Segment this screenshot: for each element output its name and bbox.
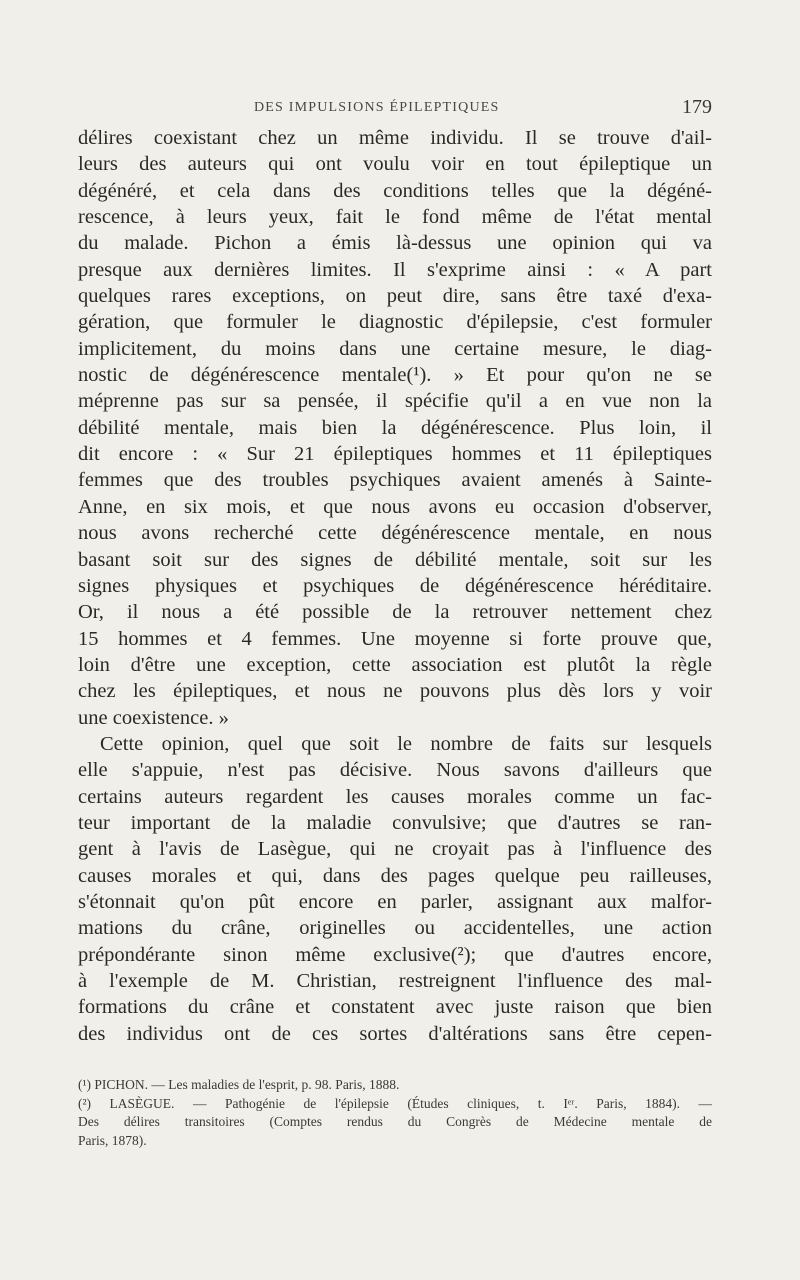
body-text bbox=[78, 125, 712, 1047]
text-line: implicitement, du moins dans une certaine mesure, le diag- bbox=[78, 337, 712, 360]
text-line: dit encore : « Sur 21 épileptiques hommes et 11 épileptiques bbox=[78, 443, 712, 466]
text-line: certains auteurs regardent les causes morales comme un fac- bbox=[78, 785, 712, 808]
text-line: gération, que formuler le diagnostic d'épilepsie, c'est formuler bbox=[78, 311, 712, 334]
paragraph-start-line: Cette opinion, quel que soit le nombre de faits sur lesquels bbox=[100, 732, 712, 755]
page-header bbox=[78, 96, 712, 122]
text-line: rescence, à leurs yeux, fait le fond même de l'état mental bbox=[78, 206, 712, 229]
text-line: leurs des auteurs qui ont voulu voir en tout épileptique un bbox=[78, 153, 712, 176]
text-line: débilité mentale, mais bien la dégénérescence. Plus loin, il bbox=[78, 416, 712, 439]
page-number: 179 bbox=[682, 96, 712, 118]
text-line: chez les épileptiques, et nous ne pouvons plus dès lors y voir bbox=[78, 680, 712, 703]
text-line: s'étonnait qu'on pût encore en parler, assignant aux malfor- bbox=[78, 890, 712, 913]
footnote-2-continued: Des délires transitoires (Comptes rendus du Congrès de Médecine mentale de bbox=[78, 1114, 712, 1129]
text-line: elle s'appuie, n'est pas décisive. Nous savons d'ailleurs que bbox=[78, 759, 712, 782]
text-line: une coexistence. » bbox=[78, 706, 229, 729]
text-line: des individus ont de ces sortes d'altérations sans être cepen- bbox=[78, 1022, 712, 1045]
text-line: à l'exemple de M. Christian, restreignent l'influence des mal- bbox=[78, 970, 712, 992]
running-title: DES IMPULSIONS ÉPILEPTIQUES bbox=[254, 100, 500, 115]
text-line: teur important de la maladie convulsive; que d'autres se ran- bbox=[78, 811, 712, 834]
text-line: nous avons recherché cette dégénérescence mentale, en nous bbox=[78, 522, 712, 545]
text-line: prépondérante sinon même exclusive(²); que d'autres encore, bbox=[78, 943, 712, 966]
text-line: signes physiques et psychiques de dégénérescence héréditaire. bbox=[78, 574, 712, 597]
text-line: 15 hommes et 4 femmes. Une moyenne si forte prouve que, bbox=[78, 627, 712, 650]
text-line: du malade. Pichon a émis là-dessus une opinion qui va bbox=[78, 232, 712, 255]
text-line: formations du crâne et constatent avec juste raison que bien bbox=[78, 996, 712, 1019]
footnote-2-end: Paris, 1878). bbox=[78, 1132, 147, 1148]
footnote-1: (¹) PICHON. — Les maladies de l'esprit, p. 98. Paris, 1888. bbox=[78, 1077, 400, 1092]
footnotes bbox=[78, 1076, 712, 1150]
text-line: nostic de dégénérescence mentale(¹). » Et pour qu'on ne se bbox=[78, 364, 712, 387]
text-line: presque aux dernières limites. Il s'exprime ainsi : « A part bbox=[78, 258, 712, 281]
text-line: mations du crâne, originelles ou accidentelles, une action bbox=[78, 917, 712, 940]
text-line: dégénéré, et cela dans des conditions telles que la dégéné- bbox=[78, 179, 712, 202]
text-line: basant soit sur des signes de débilité mentale, soit sur les bbox=[78, 548, 712, 571]
text-line: méprenne pas sur sa pensée, il spécifie qu'il a en vue non la bbox=[78, 390, 712, 413]
text-line: délires coexistant chez un même individu. Il se trouve d'ail- bbox=[78, 127, 712, 149]
text-line: Or, il nous a été possible de la retrouver nettement chez bbox=[78, 601, 712, 624]
text-line: gent à l'avis de Lasègue, qui ne croyait pas à l'influence des bbox=[78, 838, 712, 861]
footnote-2: (²) LASÈGUE. — Pathogénie de l'épilepsie (Études cliniques, t. Iᵉʳ. Paris, 1884). — bbox=[78, 1095, 712, 1111]
text-line: Anne, en six mois, et que nous avons eu occasion d'observer, bbox=[78, 495, 712, 518]
text-line: loin d'être une exception, cette association est plutôt la règle bbox=[78, 653, 712, 676]
text-line: quelques rares exceptions, on peut dire, sans être taxé d'exa- bbox=[78, 285, 712, 308]
text-line: causes morales et qui, dans des pages quelque peu railleuses, bbox=[78, 864, 712, 887]
text-line: femmes que des troubles psychiques avaient amenés à Sainte- bbox=[78, 469, 712, 492]
